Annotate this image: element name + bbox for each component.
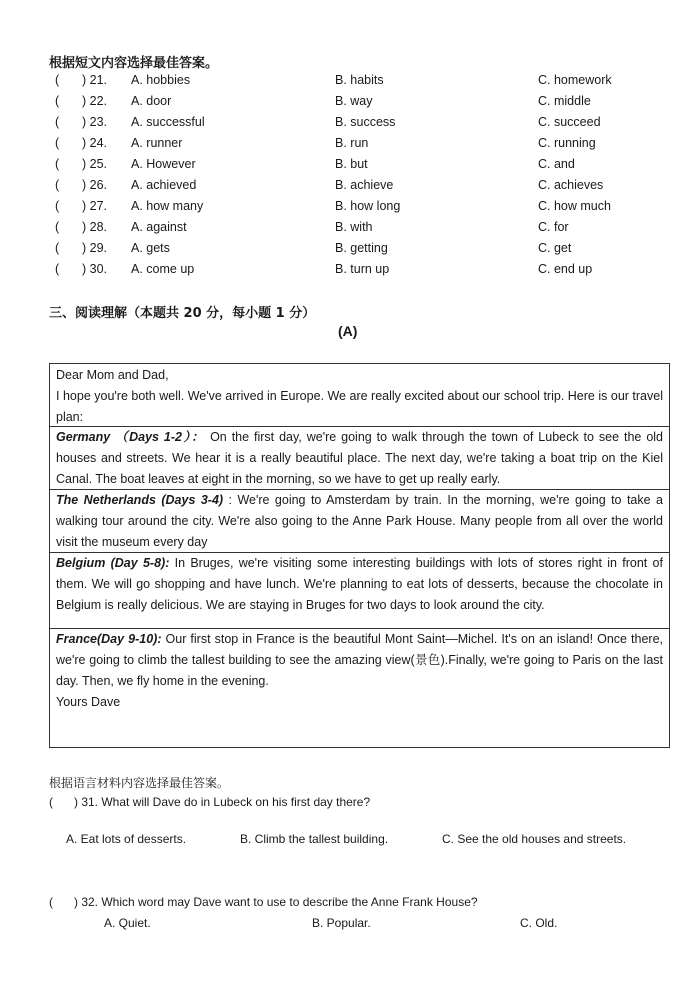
cloze-paren: (	[55, 73, 60, 87]
letter-intro: I hope you're both well. We've arrived in Europe. We are really excited about our school trip. Here is our travel plan:	[56, 389, 663, 424]
cloze-question-number: ) 27.	[82, 199, 108, 213]
cloze-paren: (	[55, 262, 60, 276]
cloze-question-row	[0, 157, 695, 177]
cloze-option-a[interactable]: A. successful	[131, 115, 205, 129]
cloze-option-a[interactable]: A. achieved	[131, 178, 197, 192]
cloze-option-c[interactable]: C. and	[538, 157, 575, 171]
cloze-paren: (	[55, 178, 60, 192]
cloze-question-row	[0, 220, 695, 240]
q32-paren: (	[49, 895, 53, 909]
cloze-option-c[interactable]: C. running	[538, 136, 596, 150]
letter-signoff: Yours Dave	[56, 695, 121, 709]
cloze-question-number: ) 24.	[82, 136, 108, 150]
cloze-option-b[interactable]: B. but	[335, 157, 368, 171]
cloze-paren: (	[55, 157, 60, 171]
cloze-option-a[interactable]: A. how many	[131, 199, 204, 213]
cloze-question-row	[0, 241, 695, 261]
cloze-option-b[interactable]: B. success	[335, 115, 396, 129]
cloze-option-b[interactable]: B. achieve	[335, 178, 394, 192]
questions-instruction: 根据语言材料内容选择最佳答案。	[49, 776, 230, 790]
cloze-option-a[interactable]: A. However	[131, 157, 196, 171]
cloze-question-number: ) 22.	[82, 94, 108, 108]
cloze-option-c[interactable]: C. how much	[538, 199, 611, 213]
france-text: Our first stop in France is the beautiful Mont Saint—Michel. It's on an island! Once there, we're going to climb the tallest building to see the amazing view(景色).Finally, we're going to Paris on the last day. Then, we fly home in the evening.	[56, 632, 663, 688]
q31-option-a[interactable]: A. Eat lots of desserts.	[66, 832, 187, 846]
q32-option-c[interactable]: C. Old.	[520, 916, 558, 930]
q32-stem: ) 32. Which word may Dave want to use to describe the Anne Frank House?	[74, 895, 478, 909]
germany-label: Germany （Days 1-2）：	[56, 430, 206, 444]
cloze-paren: (	[55, 136, 60, 150]
cloze-option-a[interactable]: A. gets	[131, 241, 170, 255]
q32-option-b[interactable]: B. Popular.	[312, 916, 371, 930]
cloze-question-row	[0, 94, 695, 114]
cloze-option-a[interactable]: A. door	[131, 94, 172, 108]
germany-text: On the first day, we're going to walk through the town of Lubeck to see the old houses and streets. We hear it is a really beautiful place. The next day, we're taking a boat trip on the Kiel Canal. The boat leaves at eight in the morning, so we have to get up really early.	[56, 430, 664, 486]
cloze-option-c[interactable]: C. end up	[538, 262, 593, 276]
q31-paren: (	[49, 795, 53, 809]
belgium-text: In Bruges, we're visiting some interesting buildings with lots of stores right in front of them. We will go shopping and have lunch. We're planning to eat lots of desserts, because the chocolate in Belgium is really delicious. We are staying in Bruges for two days to look around the city.	[56, 556, 663, 612]
cloze-option-b[interactable]: B. run	[335, 136, 369, 150]
cloze-option-a[interactable]: A. come up	[131, 262, 195, 276]
letter-greeting: Dear Mom and Dad,	[56, 368, 169, 382]
cloze-question-number: ) 28.	[82, 220, 108, 234]
cloze-option-c[interactable]: C. for	[538, 220, 569, 234]
cloze-question-number: ) 29.	[82, 241, 108, 255]
cloze-question-number: ) 25.	[82, 157, 108, 171]
passage-intro-section	[50, 364, 669, 427]
cloze-option-b[interactable]: B. how long	[335, 199, 401, 213]
cloze-question-row	[0, 199, 695, 219]
cloze-option-a[interactable]: A. hobbies	[131, 73, 191, 87]
cloze-paren: (	[55, 241, 60, 255]
cloze-option-c[interactable]: C. homework	[538, 73, 612, 87]
belgium-section	[50, 553, 669, 629]
netherlands-text: : We're going to Amsterdam by train. In the morning, we're going to take a walking tour around the city. We're also going to the Anne Park House. Many people from all over the world visit the museum every day	[56, 493, 663, 549]
cloze-question-row	[0, 136, 695, 156]
cloze-paren: (	[55, 115, 60, 129]
passage-box	[49, 363, 670, 748]
q31-option-c[interactable]: C. See the old houses and streets.	[442, 832, 627, 846]
q31-option-b[interactable]: B. Climb the tallest building.	[240, 832, 389, 846]
cloze-option-c[interactable]: C. succeed	[538, 115, 601, 129]
cloze-option-c[interactable]: C. middle	[538, 94, 591, 108]
cloze-question-number: ) 30.	[82, 262, 108, 276]
france-section	[50, 629, 669, 749]
cloze-option-b[interactable]: B. getting	[335, 241, 388, 255]
netherlands-section	[50, 490, 669, 553]
cloze-question-row	[0, 73, 695, 93]
cloze-option-a[interactable]: A. against	[131, 220, 187, 234]
germany-section	[50, 427, 669, 490]
belgium-label: Belgium (Day 5-8):	[56, 556, 170, 570]
netherlands-label: The Netherlands (Days 3-4)	[56, 493, 224, 507]
cloze-option-a[interactable]: A. runner	[131, 136, 183, 150]
cloze-paren: (	[55, 220, 60, 234]
cloze-question-number: ) 26.	[82, 178, 108, 192]
reading-section-title: 三、阅读理解（本题共 20 分，每小题 1 分）	[49, 306, 316, 321]
cloze-option-b[interactable]: B. habits	[335, 73, 384, 87]
cloze-question-number: ) 21.	[82, 73, 108, 87]
france-label: France(Day 9-10):	[56, 632, 162, 646]
cloze-option-c[interactable]: C. get	[538, 241, 572, 255]
cloze-paren: (	[55, 94, 60, 108]
cloze-option-b[interactable]: B. turn up	[335, 262, 390, 276]
cloze-question-number: ) 23.	[82, 115, 108, 129]
cloze-option-c[interactable]: C. achieves	[538, 178, 604, 192]
cloze-question-row	[0, 262, 695, 282]
cloze-question-row	[0, 178, 695, 198]
cloze-option-b[interactable]: B. way	[335, 94, 373, 108]
q32-option-a[interactable]: A. Quiet.	[104, 916, 151, 930]
passage-part-label: (A)	[338, 323, 358, 339]
q31-stem: ) 31. What will Dave do in Lubeck on his first day there?	[74, 795, 371, 809]
cloze-question-row	[0, 115, 695, 135]
cloze-instruction: 根据短文内容选择最佳答案。	[49, 56, 219, 71]
cloze-paren: (	[55, 199, 60, 213]
cloze-option-b[interactable]: B. with	[335, 220, 373, 234]
